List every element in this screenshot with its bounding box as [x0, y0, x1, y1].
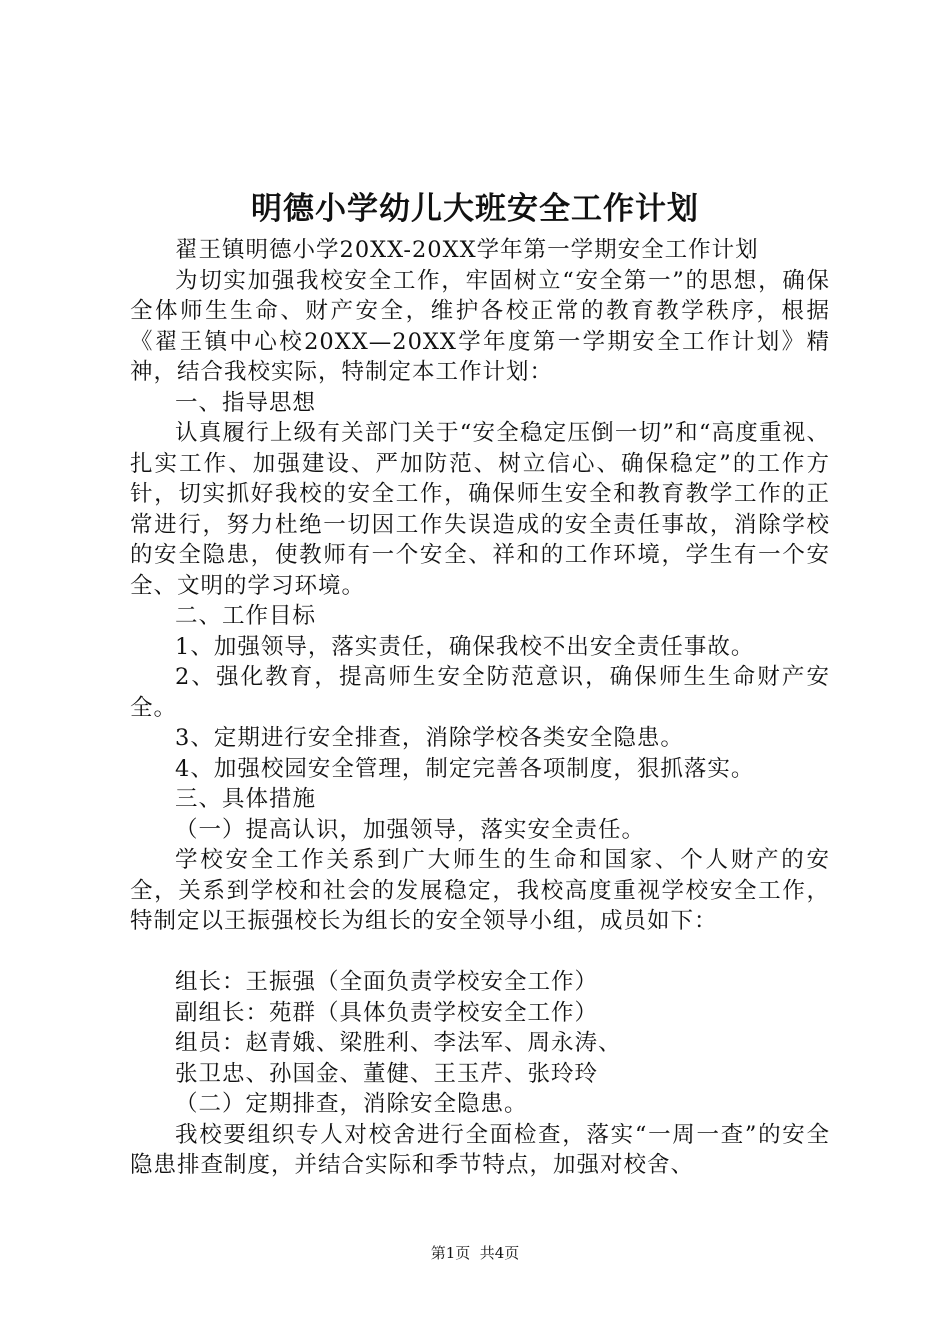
subsection-heading: （二）定期排查，消除安全隐患。 — [175, 1091, 528, 1117]
member-line: 副组长：苑群（具体负责学校安全工作） — [175, 999, 599, 1026]
list-item: 1、加强领导，落实责任，确保我校不出安全责任事故。 — [175, 633, 755, 660]
paragraph: 我校要组织专人对校舍进行全面检查，落实“一周一查”的安全隐患排查制度，并结合实际和季节特点，加强对校舍、 — [130, 1121, 830, 1178]
list-item: 2、强化教育，提高师生安全防范意识，确保师生生命财产安全。 — [130, 664, 830, 721]
list-item: 4、加强校园安全管理，制定完善各项制度，狠抓落实。 — [175, 755, 755, 782]
page-number: 第1页 共4页 — [430, 1244, 520, 1262]
section-heading: 一、指导思想 — [175, 389, 317, 416]
subsection-heading: （一）提高认识，加强领导，落实安全责任。 — [175, 816, 646, 843]
member-line: 组员：赵青娥、梁胜利、李法军、周永涛、 — [175, 1030, 622, 1056]
document-title: 明德小学幼儿大班安全工作计划 — [251, 191, 699, 227]
blank-line — [130, 937, 830, 968]
paragraph: 认真履行上级有关部门关于“安全稳定压倒一切”和“高度重视、扎实工作、加强建设、严加防范、树立信心、确保稳定”的工作方针，切实抓好我校的安全工作，确保师生安全和教育教学工作的正常进行，努力杜绝一切因工作失误造成的安全责任事故，消除学校的安全隐患，使教师有一个安全、祥和的工作环境，学生有一个安全、文明的学习环境。 — [130, 420, 830, 599]
list-item: 3、定期进行安全排查，消除学校各类安全隐患。 — [175, 725, 684, 751]
paragraph-subtitle: 翟王镇明德小学20XX-20XX学年第一学期安全工作计划 — [175, 237, 759, 263]
section-heading: 三、具体措施 — [175, 786, 317, 812]
member-line: 张卫忠、孙国金、董健、王玉芹、张玲玲 — [175, 1060, 599, 1087]
document-body — [130, 235, 830, 1181]
paragraph-intro: 为切实加强我校安全工作，牢固树立“安全第一”的思想，确保全体师生生命、财产安全，维护各校正常的教育教学秩序，根据《翟王镇中心校20XX—20XX学年度第一学期安全工作计划》精神，结合我校实际，特制定本工作计划： — [130, 267, 830, 385]
member-line: 组长：王振强（全面负责学校安全工作） — [175, 969, 599, 995]
paragraph: 学校安全工作关系到广大师生的生命和国家、个人财产的安全，关系到学校和社会的发展稳定，我校高度重视学校安全工作，特制定以王振强校长为组长的安全领导小组，成员如下： — [130, 847, 830, 934]
page-footer — [0, 1243, 950, 1263]
section-heading: 二、工作目标 — [175, 603, 317, 629]
